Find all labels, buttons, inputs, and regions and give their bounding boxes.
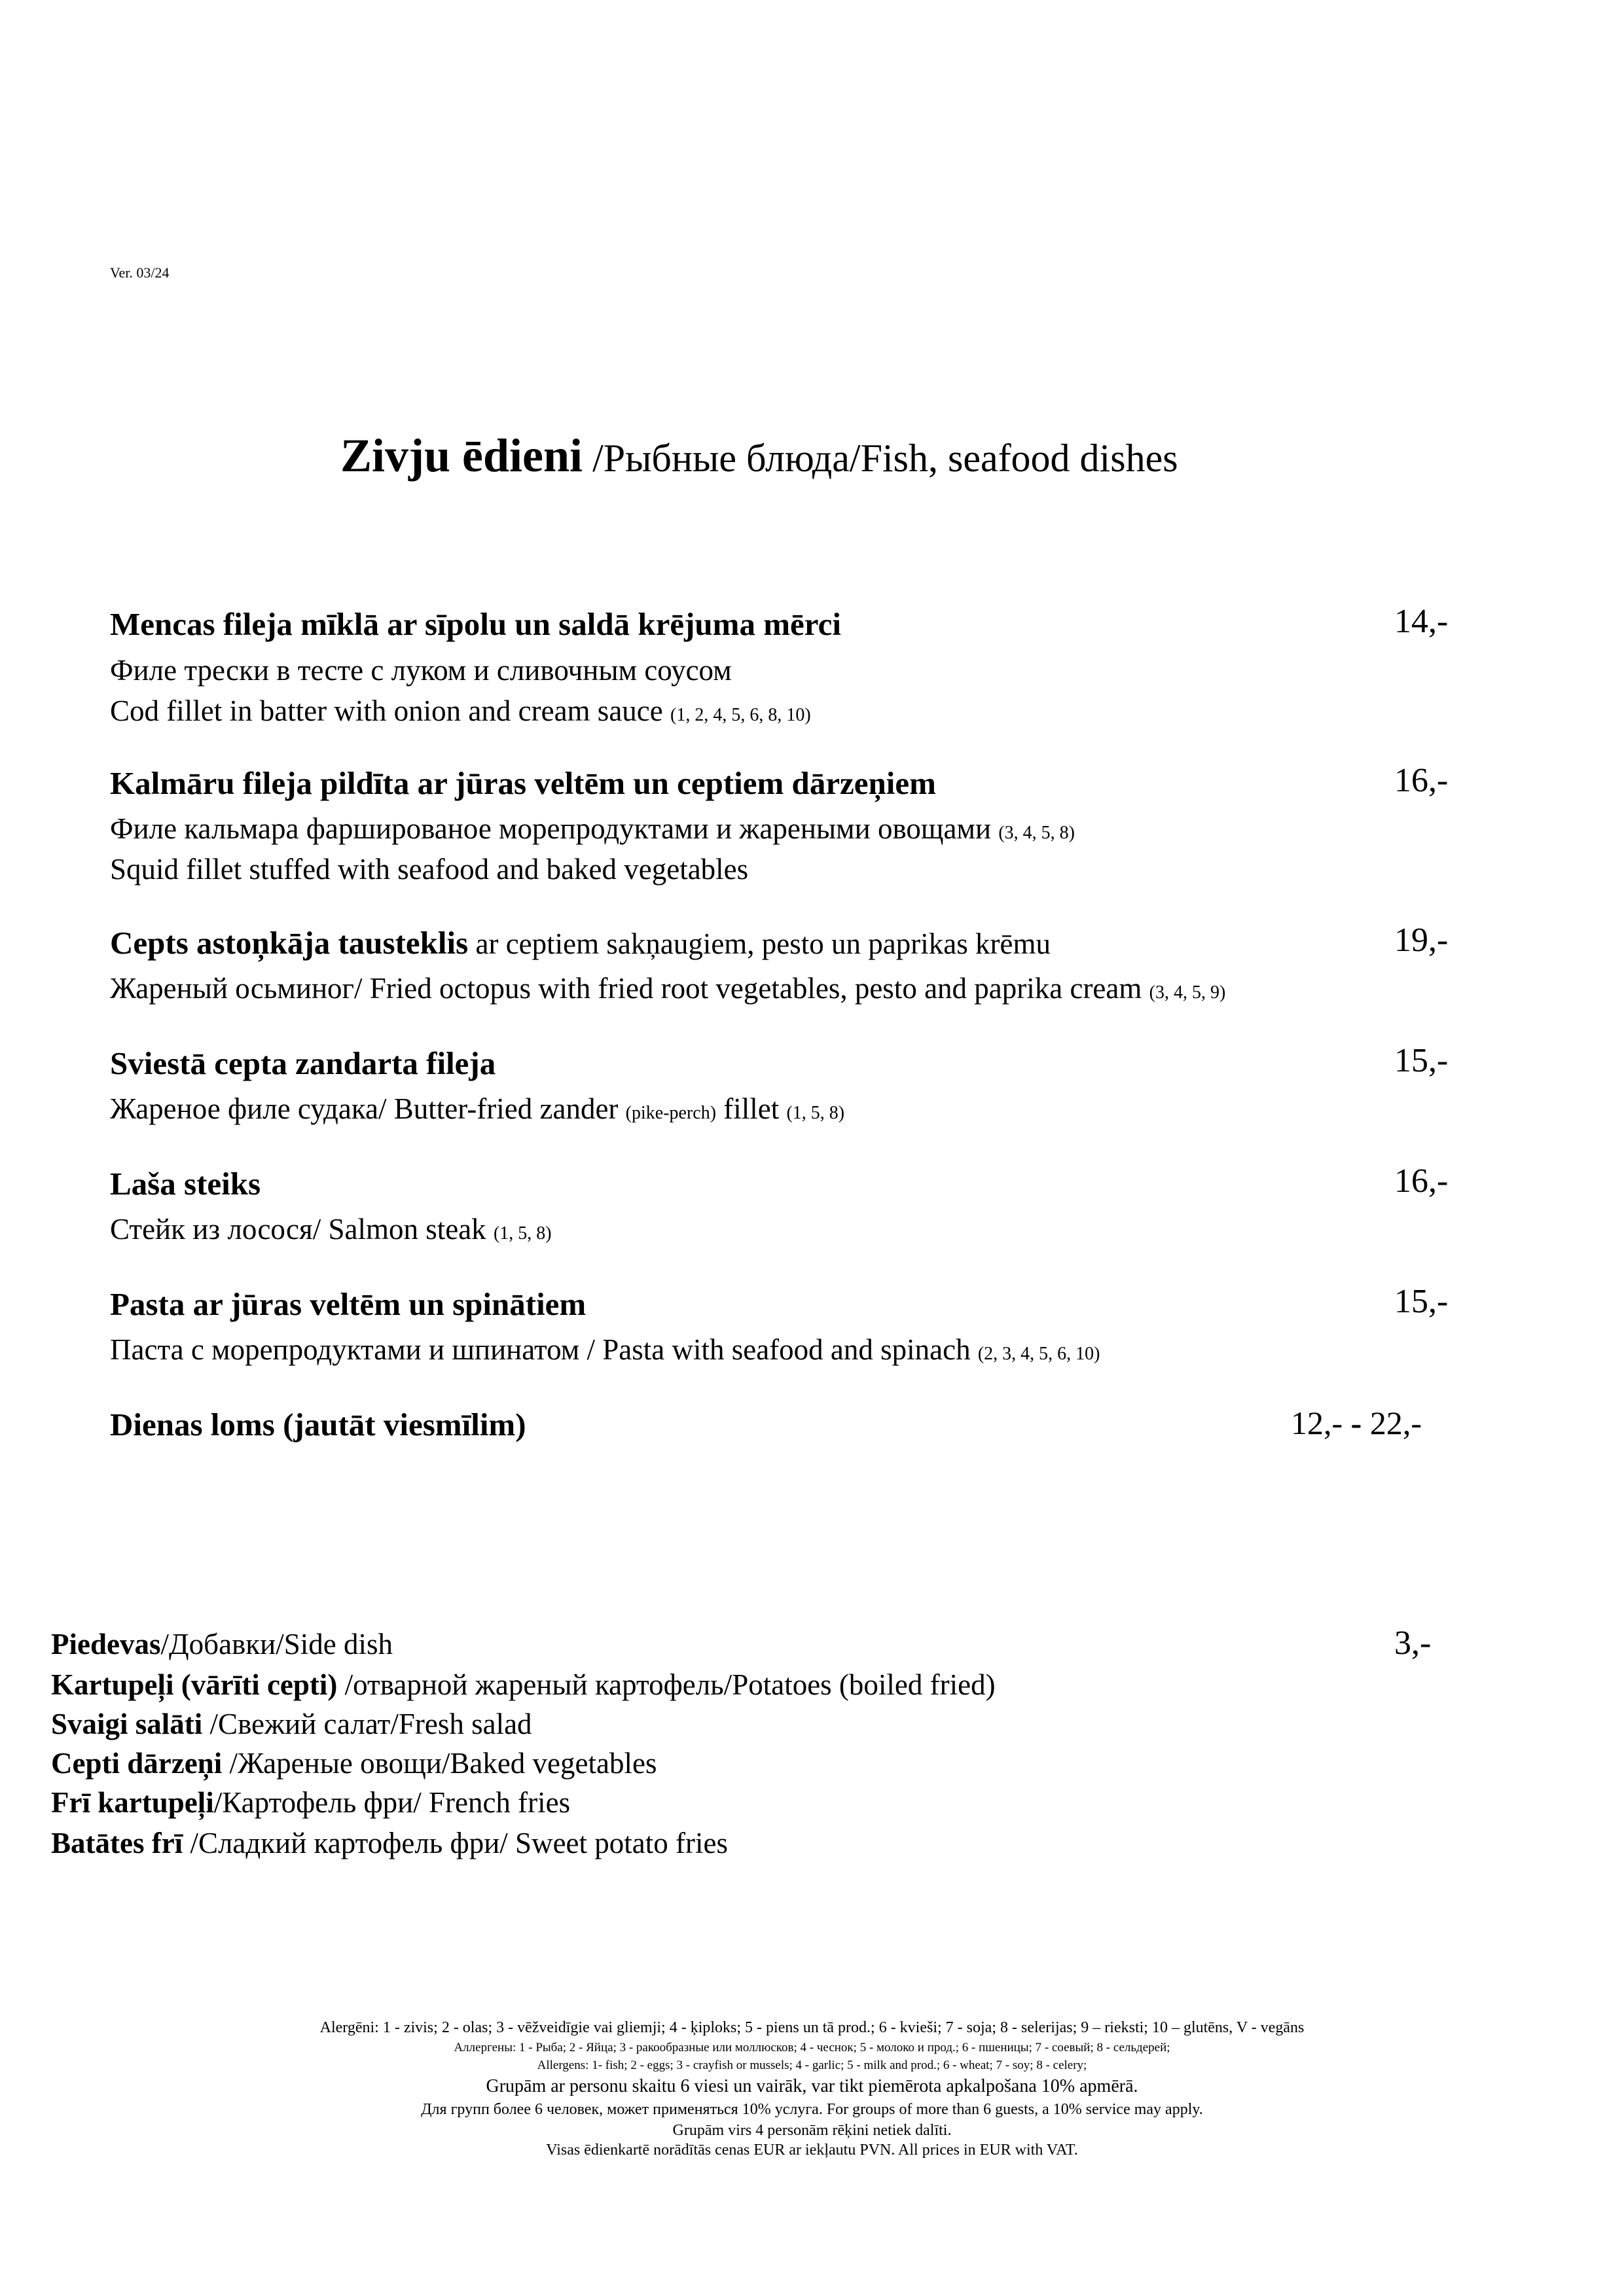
page-title bbox=[340, 429, 1178, 483]
side-item-name: Batātes frī bbox=[51, 1827, 183, 1859]
allergen-codes: (1, 5, 8) bbox=[786, 1103, 845, 1123]
side-item bbox=[51, 1707, 532, 1741]
dish-description bbox=[110, 1333, 1100, 1367]
version-label: Ver. 03/24 bbox=[110, 264, 170, 281]
service-note-ru-en: Для групп более 6 человек, может применяться 10% услуга. For groups of more than 6 guests, a 10% service may apply. bbox=[421, 2101, 1203, 2118]
sides-header-bold: Piedevas bbox=[51, 1628, 161, 1660]
description-text: Паста с морепродуктами и шпинатом / Pasta with seafood and spinach bbox=[110, 1333, 978, 1366]
description-text: Cod fillet in batter with onion and cream sauce bbox=[110, 694, 670, 727]
prices-note: Visas ēdienkartē norādītās cenas EUR ar iekļautu PVN. All prices in EUR with VAT. bbox=[546, 2142, 1078, 2159]
dish-name: Sviestā cepta zandarta fileja bbox=[110, 1045, 496, 1081]
price-separator: - bbox=[1343, 1405, 1370, 1441]
description-text: fillet bbox=[716, 1092, 787, 1125]
side-item-name: Frī kartupeļi bbox=[51, 1786, 214, 1819]
service-note-lv: Grupām ar personu skaitu 6 viesi un vairāk, var tikt piemērota apkalpošana 10% apmērā. bbox=[486, 2076, 1138, 2096]
allergen-codes: (3, 4, 5, 9) bbox=[1149, 982, 1226, 1003]
description-text: Филе кальмара фаршированое морепродуктами и жареными овощами bbox=[110, 812, 999, 845]
sides-header bbox=[51, 1627, 393, 1661]
allergen-codes: (3, 4, 5, 8) bbox=[998, 823, 1075, 843]
dish-name-bold: Cepts astoņkāja tausteklis bbox=[110, 925, 469, 961]
side-item-translation: /Картофель фри/ French fries bbox=[213, 1786, 571, 1819]
description-note: (pike-perch) bbox=[625, 1103, 717, 1123]
side-item bbox=[51, 1668, 996, 1702]
side-item-name: Svaigi salāti bbox=[51, 1708, 203, 1740]
dish-price: 16,- bbox=[1394, 1162, 1449, 1200]
description-text: Стейк из лосося/ Salmon steak bbox=[110, 1213, 494, 1246]
side-item bbox=[51, 1826, 728, 1860]
side-item-translation: /Свежий салат/Fresh salad bbox=[202, 1708, 532, 1740]
allergens-legend-lv: Alergēni: 1 - zivis; 2 - olas; 3 - vēžveidīgie vai gliemji; 4 - ķiploks; 5 - piens un tā prod.; 6 - kvieši; 7 - soja; 8 - selerijas; 9 – rieksti; 10 – glutēns, V - vegāns bbox=[319, 2019, 1305, 2036]
side-item-translation: /Сладкий картофель фри/ Sweet potato fries bbox=[183, 1827, 728, 1859]
allergen-codes: (2, 3, 4, 5, 6, 10) bbox=[977, 1344, 1100, 1364]
dish-price: 15,- bbox=[1394, 1042, 1449, 1079]
dish-description bbox=[110, 1092, 844, 1126]
dish-name: Pasta ar jūras veltēm un spinātiem bbox=[110, 1286, 586, 1322]
dish-name: Dienas loms (jautāt viesmīlim) bbox=[110, 1407, 526, 1443]
description-text: Жареный осьминог/ Fried octopus with fried root vegetables, pesto and paprika cream bbox=[110, 972, 1149, 1005]
allergens-legend-en: Allergens: 1- fish; 2 - eggs; 3 - crayfish or mussels; 4 - garlic; 5 - milk and prod.; 6 - wheat; 7 - soy; 8 - celery; bbox=[537, 2058, 1087, 2072]
side-item-name: Cepti dārzeņi bbox=[51, 1747, 223, 1780]
allergen-codes: (1, 2, 4, 5, 6, 8, 10) bbox=[670, 705, 811, 725]
dish-price: 14,- bbox=[1394, 603, 1449, 640]
dish-description-en bbox=[110, 694, 811, 728]
price-min: 12,- bbox=[1291, 1405, 1343, 1441]
dish-price: 15,- bbox=[1394, 1283, 1449, 1320]
dish-description-ru bbox=[110, 812, 1075, 846]
bills-note: Grupām virs 4 personām rēķini netiek dalīti. bbox=[672, 2122, 952, 2139]
side-item bbox=[51, 1746, 657, 1780]
dish-name: Laša steiks bbox=[110, 1166, 261, 1202]
dish-price: 16,- bbox=[1394, 762, 1449, 799]
dish-name: Mencas fileja mīklā ar sīpolu un saldā krējuma mērci bbox=[110, 606, 841, 642]
title-latvian: Zivju ēdieni bbox=[340, 429, 583, 482]
dish-description-ru: Филе трески в тесте с луком и сливочным соусом bbox=[110, 654, 732, 687]
dish-name: Kalmāru fileja pildīta ar jūras veltēm un ceptiem dārzeņiem bbox=[110, 765, 936, 801]
dish-description bbox=[110, 1212, 552, 1246]
dish-name bbox=[110, 924, 1051, 961]
side-item-translation: /Жареные овощи/Baked vegetables bbox=[222, 1747, 657, 1780]
allergen-codes: (1, 5, 8) bbox=[493, 1223, 552, 1244]
sides-price: 3,- bbox=[1394, 1624, 1432, 1662]
allergens-legend-ru: Аллергены: 1 - Рыба; 2 - Яйца; 3 - ракообразные или моллюсков; 4 - чеснок; 5 - молоко и прод.; 6 - пшеницы; 7 - соевый; 8 - сельдерей; bbox=[454, 2041, 1170, 2054]
description-text: Жареное филе судака/ Butter-fried zander bbox=[110, 1092, 626, 1125]
side-item bbox=[51, 1785, 570, 1820]
side-item-translation: /отварной жареный картофель/Potatoes (boiled fried) bbox=[337, 1668, 996, 1701]
title-translations: /Рыбные блюда/Fish, seafood dishes bbox=[583, 437, 1178, 480]
dish-name-plain: ar ceptiem sakņaugiem, pesto un paprikas krēmu bbox=[468, 927, 1051, 960]
price-max: 22,- bbox=[1369, 1405, 1422, 1441]
dish-price-range bbox=[1291, 1404, 1422, 1442]
side-item-name: Kartupeļi (vārīti cepti) bbox=[51, 1668, 338, 1701]
dish-description-en: Squid fillet stuffed with seafood and baked vegetables bbox=[110, 853, 749, 886]
dish-price: 19,- bbox=[1394, 922, 1449, 959]
dish-description bbox=[110, 971, 1225, 1005]
sides-header-rest: /Добавки/Side dish bbox=[160, 1628, 393, 1660]
